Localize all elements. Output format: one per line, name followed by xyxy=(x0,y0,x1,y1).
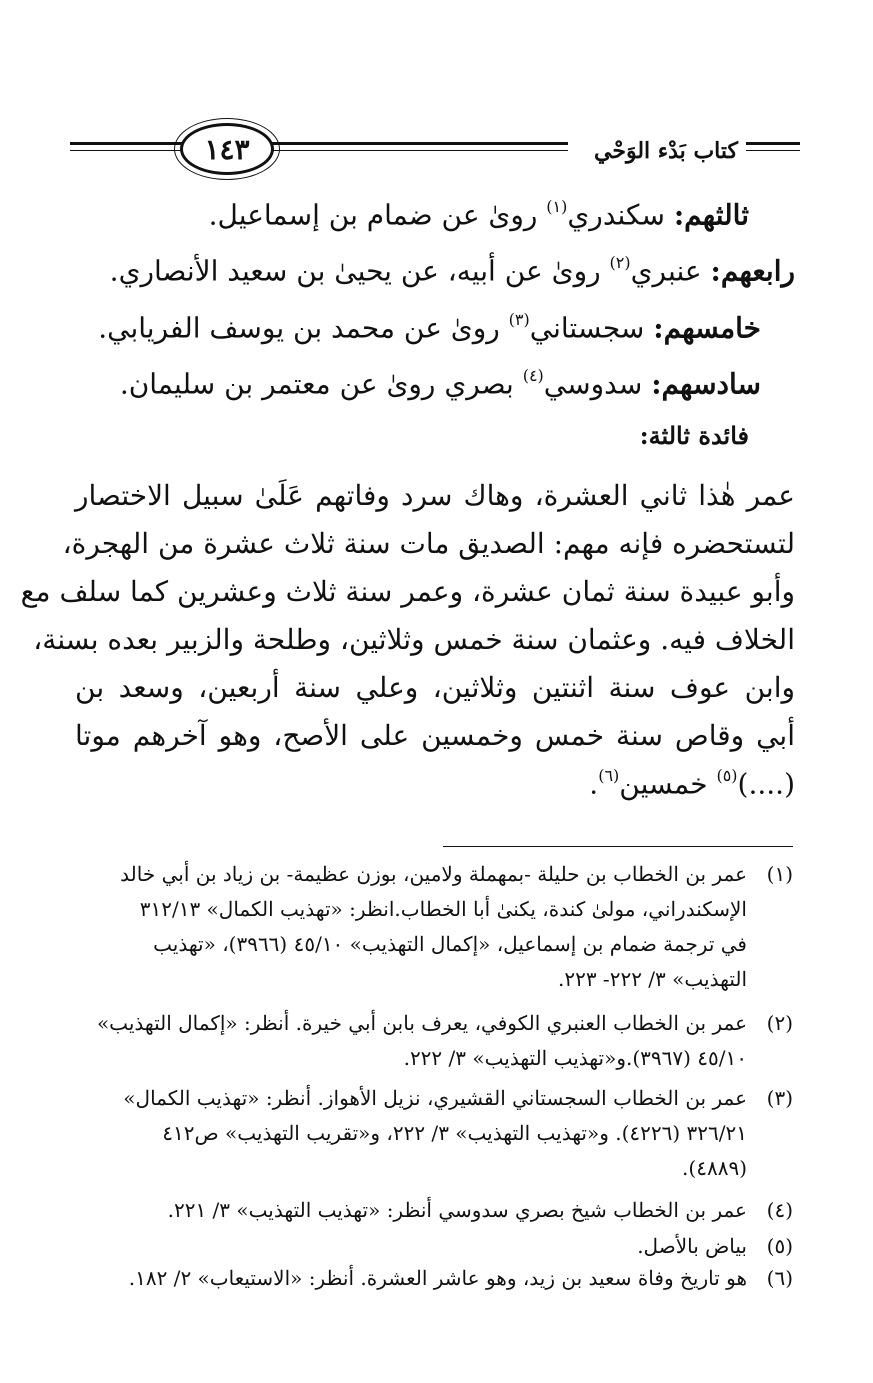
header-rule-right xyxy=(746,142,800,145)
paragraph-last-line: (....)$^{(٥)}$ خمسين$^{(٦)}$. xyxy=(589,766,795,801)
footnote-ref: (٣) xyxy=(508,310,530,329)
header-rule-middle-thin xyxy=(268,150,568,151)
footnote-number: (٤) xyxy=(766,1198,793,1222)
header-rule-left xyxy=(70,142,186,145)
narrator-line: رابعهم: عنبري$^{(٢)}$ رویٰ عن أبيه، عن يحيیٰ بن سعيد الأنصاري. xyxy=(109,253,795,288)
section-heading: فائدة ثالثة: xyxy=(639,421,749,450)
paragraph-line: الخلاف فيه. وعثمان سنة خمس وثلاثين، وطلحة والزبير بعده بسنة، xyxy=(33,623,795,656)
paragraph-line: لتستحضره فإنه مهم: الصديق مات سنة ثلاث عشرة من الهجرة، xyxy=(62,527,795,560)
header-rule-middle xyxy=(268,142,568,145)
book-title: كتاب بَدْء الوَحْي xyxy=(594,138,738,164)
running-header xyxy=(70,120,800,180)
header-rule-left-thin xyxy=(70,150,186,151)
footnote-ref: (٤) xyxy=(522,366,544,385)
narrator-line: خامسهم: سجستاني$^{(٣)}$ رویٰ عن محمد بن يوسف الفريابي. xyxy=(98,310,761,345)
narrator-line: ثالثهم: سكندري$^{(١)}$ رویٰ عن ضمام بن إسماعيل. xyxy=(208,197,749,232)
paragraph-line: وابن عوف سنة اثنتين وثلاثين، وعلي سنة أربعين، وسعد بن xyxy=(75,671,795,704)
footnote-number: (١) xyxy=(766,862,793,886)
paragraph-line: وأبو عبيدة سنة ثمان عشرة، وعمر سنة ثلاث وعشرين كما سلف مع xyxy=(20,575,795,608)
narrator-line: سادسهم: سدوسي$^{(٤)}$ بصري رویٰ عن معتمر بن سليمان. xyxy=(119,366,761,401)
footnote-ref: (٢) xyxy=(609,253,631,272)
page-number: ١٤٣ xyxy=(180,123,274,175)
footnote-ref: (٦) xyxy=(598,766,620,785)
header-rule-right-thin xyxy=(746,150,800,151)
footnote-number: (٣) xyxy=(766,1086,793,1110)
paragraph-line: عمر هٰذا ثاني العشرة، وهاك سرد وفاتهم عَلَىٰ سبيل الاختصار xyxy=(75,479,795,512)
footnote-ref: (٥) xyxy=(716,766,738,785)
paragraph-line: أبي وقاص سنة خمس وخمسين على الأصح، وهو آخرهم موتا xyxy=(75,719,795,752)
footnote-separator xyxy=(443,846,793,847)
footnote-number: (٥) xyxy=(766,1234,793,1258)
footnote-number: (٢) xyxy=(766,1011,793,1035)
footnote-ref: (١) xyxy=(546,197,568,216)
footnote-number: (٦) xyxy=(766,1266,793,1290)
page: ١٤٣ كتاب بَدْء الوَحْي ثالثهم: سكندري$^{(١)}$ رویٰ عن ضمام بن إسماعيل. رابعهم: عنبري$^{(٢)}$ رویٰ عن أبيه، عن يحيیٰ بن سعيد الأنصاري. خامسهم: سجستاني$^{(٣)}$ رویٰ عن محمد بن يوسف الفريابي. سادسهم: سدوسي$^{(٤)}$ بصري رویٰ عن معتمر بن سليمان. فائدة ثالثة: عمر هٰذا ثاني العشرة، وهاك سرد وفاتهم عَلَىٰ سبيل الاختصار لتستحضره فإنه مهم: الصديق مات سنة ثلاث عشرة من الهجرة، وأبو عبيدة سنة ثمان عشرة، وعمر سنة ثلاث وعشرين كما سلف مع الخلاف فيه. وعثمان سنة خمس وثلاثين، وطلحة والزبير بعده بسنة، وابن عوف سنة اثنتين وثلاثين، وعلي سنة أربعين، وسعد بن أبي وقاص سنة خمس وخمسين على الأصح، وهو آخرهم موتا (....)$^{(٥)}$ خمسين$^{(٦)}$. (١) عمر بن الخطاب بن حليلة -بمهملة ولامين، بوزن عظيمة- بن زياد بن أبي خالد الإسكندراني، مولیٰ كندة، يكنیٰ أبا الخطاب.انظر: «تهذيب الكمال» ٣١٢/١٣ في ترجمة ضمام بن إسماعيل، «إكمال التهذيب» ٤٥/١٠ (٣٩٦٦)، «تهذيب التهذيب» ٣/ ٢٢٢- ٢٢٣. (٢) عمر بن الخطاب العنبري الكوفي، يعرف بابن أبي خيرة. أنظر: «إكمال التهذيب» ٤٥/١٠ (٣٩٦٧).و«تهذيب التهذيب» ٣/ ٢٢٢. (٣) عمر بن الخطاب السجستاني القشيري، نزيل الأهواز. أنظر: «تهذيب الكمال» ٣٢٦/٢١ (٤٢٢٦). و«تهذيب التهذيب» ٣/ ٢٢٢، و«تقريب التهذيب» ص٤١٢ (٤٨٨٩). (٤) عمر بن الخطاب شيخ بصري سدوسي أنظر: «تهذيب التهذيب» ٣/ ٢٢١. (٥) بياض بالأصل. (٦) هو تاريخ وفاة سعيد بن زيد، وهو عاشر العشرة. أنظر: «الاستيعاب» ٢/ ١٨٢. xyxy=(0,0,873,1383)
